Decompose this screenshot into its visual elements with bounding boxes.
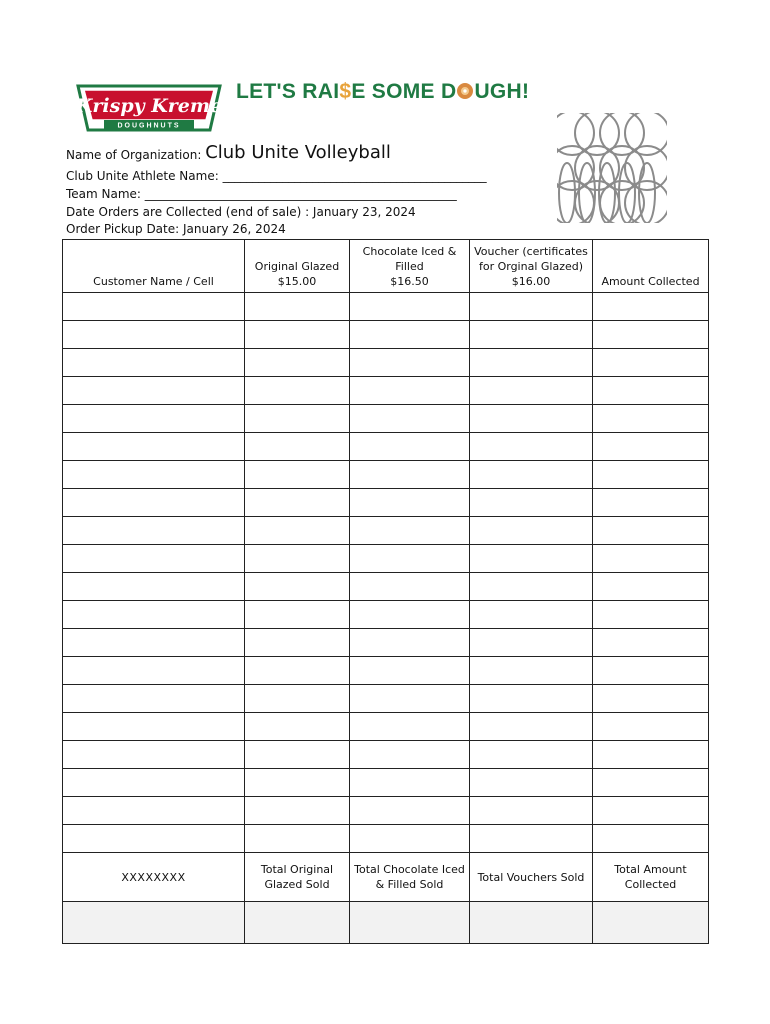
voucher-cell[interactable] <box>470 545 593 573</box>
customer-cell[interactable] <box>63 825 245 853</box>
chocolate-iced-cell[interactable] <box>350 601 470 629</box>
order-row <box>63 713 709 741</box>
order-row <box>63 741 709 769</box>
customer-cell[interactable] <box>63 797 245 825</box>
customer-cell[interactable] <box>63 349 245 377</box>
order-row <box>63 517 709 545</box>
original-glazed-cell[interactable] <box>245 769 350 797</box>
customer-cell[interactable] <box>63 321 245 349</box>
chocolate-iced-cell[interactable] <box>350 517 470 545</box>
organization-line <box>66 142 391 163</box>
header-chocolate-iced: Chocolate Iced & Filled $16.50 <box>350 240 470 293</box>
order-row <box>63 657 709 685</box>
order-row <box>63 825 709 853</box>
order-row <box>63 629 709 657</box>
voucher-cell[interactable] <box>470 377 593 405</box>
original-glazed-cell[interactable] <box>245 629 350 657</box>
voucher-cell[interactable] <box>470 629 593 657</box>
amount-collected-cell[interactable] <box>593 573 709 601</box>
voucher-cell[interactable] <box>470 293 593 321</box>
pickup-date: Order Pickup Date: January 26, 2024 <box>66 222 286 236</box>
customer-cell[interactable] <box>63 601 245 629</box>
chocolate-iced-cell[interactable] <box>350 769 470 797</box>
original-glazed-cell[interactable] <box>245 293 350 321</box>
amount-collected-cell[interactable] <box>593 545 709 573</box>
voucher-cell[interactable] <box>470 573 593 601</box>
voucher-cell[interactable] <box>470 349 593 377</box>
totals-placeholder: XXXXXXXX <box>63 853 245 902</box>
total-amount-label: Total Amount Collected <box>593 853 709 902</box>
total-vouchers-cell[interactable] <box>470 902 593 944</box>
customer-cell[interactable] <box>63 629 245 657</box>
original-glazed-cell[interactable] <box>245 685 350 713</box>
chocolate-iced-cell[interactable] <box>350 461 470 489</box>
voucher-cell[interactable] <box>470 657 593 685</box>
order-row <box>63 489 709 517</box>
chocolate-iced-cell[interactable] <box>350 573 470 601</box>
voucher-cell[interactable] <box>470 517 593 545</box>
voucher-cell[interactable] <box>470 433 593 461</box>
circle-pattern-image <box>557 113 667 223</box>
customer-cell[interactable] <box>63 573 245 601</box>
original-glazed-cell[interactable] <box>245 657 350 685</box>
organization-value[interactable]: Club Unite Volleyball <box>205 142 391 163</box>
chocolate-iced-cell[interactable] <box>350 713 470 741</box>
amount-collected-cell[interactable] <box>593 461 709 489</box>
original-glazed-cell[interactable] <box>245 377 350 405</box>
customer-cell[interactable] <box>63 405 245 433</box>
amount-collected-cell[interactable] <box>593 657 709 685</box>
original-glazed-cell[interactable] <box>245 321 350 349</box>
amount-collected-cell[interactable] <box>593 825 709 853</box>
chocolate-iced-cell[interactable] <box>350 405 470 433</box>
orders-table <box>62 239 709 944</box>
amount-collected-cell[interactable] <box>593 405 709 433</box>
amount-collected-cell[interactable] <box>593 629 709 657</box>
total-amount-cell[interactable] <box>593 902 709 944</box>
order-row <box>63 685 709 713</box>
customer-cell[interactable] <box>63 685 245 713</box>
table-header-row <box>63 240 709 293</box>
original-glazed-cell[interactable] <box>245 797 350 825</box>
original-glazed-cell[interactable] <box>245 825 350 853</box>
customer-cell[interactable] <box>63 657 245 685</box>
original-glazed-cell[interactable] <box>245 517 350 545</box>
amount-collected-cell[interactable] <box>593 321 709 349</box>
voucher-cell[interactable] <box>470 489 593 517</box>
athlete-name-field[interactable]: Club Unite Athlete Name: ____________________________________________ <box>66 169 487 183</box>
svg-text:Krispy Kreme: Krispy Kreme <box>76 95 222 117</box>
amount-collected-cell[interactable] <box>593 601 709 629</box>
amount-collected-cell[interactable] <box>593 433 709 461</box>
chocolate-iced-cell[interactable] <box>350 741 470 769</box>
voucher-cell[interactable] <box>470 769 593 797</box>
original-glazed-cell[interactable] <box>245 489 350 517</box>
amount-collected-cell[interactable] <box>593 489 709 517</box>
amount-collected-cell[interactable] <box>593 769 709 797</box>
original-glazed-cell[interactable] <box>245 461 350 489</box>
chocolate-iced-cell[interactable] <box>350 657 470 685</box>
voucher-cell[interactable] <box>470 685 593 713</box>
chocolate-iced-cell[interactable] <box>350 629 470 657</box>
order-row <box>63 573 709 601</box>
order-row <box>63 601 709 629</box>
voucher-cell[interactable] <box>470 741 593 769</box>
original-glazed-cell[interactable] <box>245 349 350 377</box>
customer-cell[interactable] <box>63 377 245 405</box>
original-glazed-cell[interactable] <box>245 405 350 433</box>
voucher-cell[interactable] <box>470 601 593 629</box>
amount-collected-cell[interactable] <box>593 349 709 377</box>
totals-cell <box>63 902 245 944</box>
voucher-cell[interactable] <box>470 321 593 349</box>
voucher-cell[interactable] <box>470 713 593 741</box>
order-row <box>63 461 709 489</box>
chocolate-iced-cell[interactable] <box>350 293 470 321</box>
amount-collected-cell[interactable] <box>593 713 709 741</box>
team-name-field[interactable]: Team Name: ____________________________________________________ <box>66 187 457 201</box>
amount-collected-cell[interactable] <box>593 741 709 769</box>
svg-text:DOUGHNUTS: DOUGHNUTS <box>117 122 181 130</box>
amount-collected-cell[interactable] <box>593 293 709 321</box>
header-original-glazed: Original Glazed $15.00 <box>245 240 350 293</box>
customer-cell[interactable] <box>63 741 245 769</box>
customer-cell[interactable] <box>63 545 245 573</box>
header-amount-collected: Amount Collected <box>593 240 709 293</box>
amount-collected-cell[interactable] <box>593 517 709 545</box>
order-row <box>63 405 709 433</box>
order-row <box>63 377 709 405</box>
order-row <box>63 321 709 349</box>
order-row <box>63 433 709 461</box>
voucher-cell[interactable] <box>470 797 593 825</box>
order-row <box>63 545 709 573</box>
totals-value-row <box>63 902 709 944</box>
original-glazed-cell[interactable] <box>245 741 350 769</box>
slogan: LET'S RAI$E SOME D UGH! <box>236 80 530 103</box>
chocolate-iced-cell[interactable] <box>350 377 470 405</box>
customer-cell[interactable] <box>63 713 245 741</box>
customer-cell[interactable] <box>63 461 245 489</box>
voucher-cell[interactable] <box>470 461 593 489</box>
order-row <box>63 349 709 377</box>
chocolate-iced-cell[interactable] <box>350 825 470 853</box>
total-original-glazed-cell[interactable] <box>245 902 350 944</box>
voucher-cell[interactable] <box>470 825 593 853</box>
chocolate-iced-cell[interactable] <box>350 433 470 461</box>
order-row <box>63 769 709 797</box>
customer-cell[interactable] <box>63 769 245 797</box>
amount-collected-cell[interactable] <box>593 377 709 405</box>
original-glazed-cell[interactable] <box>245 713 350 741</box>
original-glazed-cell[interactable] <box>245 433 350 461</box>
chocolate-iced-cell[interactable] <box>350 685 470 713</box>
total-original-glazed-label: Total Original Glazed Sold <box>245 853 350 902</box>
chocolate-iced-cell[interactable] <box>350 349 470 377</box>
chocolate-iced-cell[interactable] <box>350 545 470 573</box>
totals-label-row <box>63 853 709 902</box>
customer-cell[interactable] <box>63 489 245 517</box>
customer-cell[interactable] <box>63 293 245 321</box>
krispy-kreme-logo <box>76 82 222 132</box>
original-glazed-cell[interactable] <box>245 545 350 573</box>
amount-collected-cell[interactable] <box>593 685 709 713</box>
total-chocolate-label: Total Chocolate Iced & Filled Sold <box>350 853 470 902</box>
customer-cell[interactable] <box>63 517 245 545</box>
donut-icon <box>457 83 473 99</box>
original-glazed-cell[interactable] <box>245 601 350 629</box>
organization-label: Name of Organization: <box>66 148 202 162</box>
total-chocolate-cell[interactable] <box>350 902 470 944</box>
order-row <box>63 293 709 321</box>
collection-date: Date Orders are Collected (end of sale) : January 23, 2024 <box>66 205 416 219</box>
header-voucher: Voucher (certificates for Orginal Glazed) $16.00 <box>470 240 593 293</box>
amount-collected-cell[interactable] <box>593 797 709 825</box>
header-customer: Customer Name / Cell <box>63 240 245 293</box>
chocolate-iced-cell[interactable] <box>350 489 470 517</box>
order-row <box>63 797 709 825</box>
total-vouchers-label: Total Vouchers Sold <box>470 853 593 902</box>
voucher-cell[interactable] <box>470 405 593 433</box>
chocolate-iced-cell[interactable] <box>350 797 470 825</box>
original-glazed-cell[interactable] <box>245 573 350 601</box>
customer-cell[interactable] <box>63 433 245 461</box>
chocolate-iced-cell[interactable] <box>350 321 470 349</box>
